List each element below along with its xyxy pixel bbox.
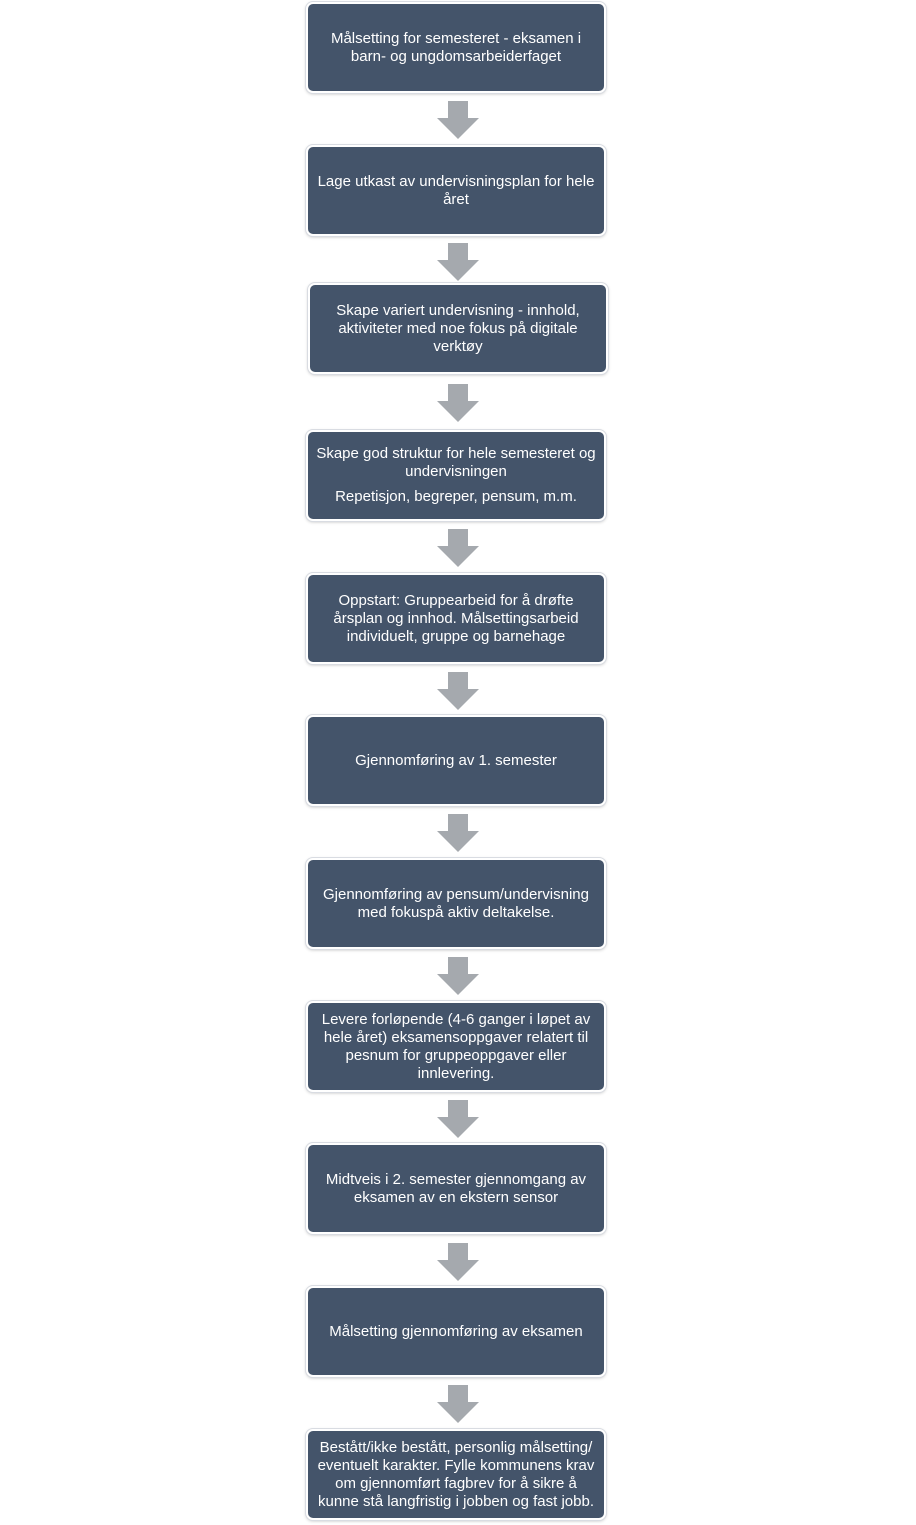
down-arrow-icon (437, 101, 479, 139)
step-2-text: Lage utkast av undervisningsplan for hele året (317, 172, 595, 208)
step-11-box (306, 1429, 606, 1520)
step-10-text: Målsetting gjennomføring av eksamen (329, 1322, 583, 1340)
down-arrow-icon (437, 1243, 479, 1281)
step-10-box (306, 1286, 606, 1377)
step-7-text: Gjennomføring av pensum/undervisning med fokuspå aktiv deltakelse. (323, 885, 589, 921)
step-9-text: Midtveis i 2. semester gjennomgang av eksamen av en ekstern sensor (325, 1170, 587, 1206)
down-arrow-icon (437, 384, 479, 422)
step-8-text: Levere forløpende (4-6 ganger i løpet av hele året) eksamensoppgaver relatert til pesnum for gruppeoppgaver eller innlevering. (321, 1010, 591, 1082)
step-3-box (308, 283, 608, 374)
step-4-box (306, 430, 606, 521)
down-arrow-icon (437, 243, 479, 281)
step-3-text: Skape variert undervisning - innhold, aktiviteter med noe fokus på digitale verktøy (336, 301, 580, 355)
step-1-box (306, 2, 606, 93)
down-arrow-icon (437, 1100, 479, 1138)
step-5-box (306, 573, 606, 664)
down-arrow-icon (437, 1385, 479, 1423)
step-6-text: Gjennomføring av 1. semester (355, 751, 557, 769)
down-arrow-icon (437, 957, 479, 995)
step-8-box (306, 1001, 606, 1092)
step-2-box (306, 145, 606, 236)
step-1-text: Målsetting for semesteret - eksamen i barn- og ungdomsarbeiderfaget (330, 29, 582, 65)
step-9-box (306, 1143, 606, 1234)
down-arrow-icon (437, 814, 479, 852)
step-4-text: Skape god struktur for hele semesteret og undervisningen (316, 445, 596, 480)
step-4-subtext: Repetisjon, begreper, pensum, m.m. (335, 488, 577, 505)
step-5-text: Oppstart: Gruppearbeid for å drøfte årsplan og innhod. Målsettingsarbeid individuelt, gruppe og barnehage (333, 591, 579, 645)
down-arrow-icon (437, 529, 479, 567)
step-7-box (306, 858, 606, 949)
down-arrow-icon (437, 672, 479, 710)
step-11-text: Bestått/ikke bestått, personlig målsetting/ eventuelt karakter. Fylle kommunens krav om gjennomført fagbrev for å sikre å kunne stå langfristig i jobben og fast jobb. (317, 1438, 595, 1510)
step-6-box (306, 715, 606, 806)
